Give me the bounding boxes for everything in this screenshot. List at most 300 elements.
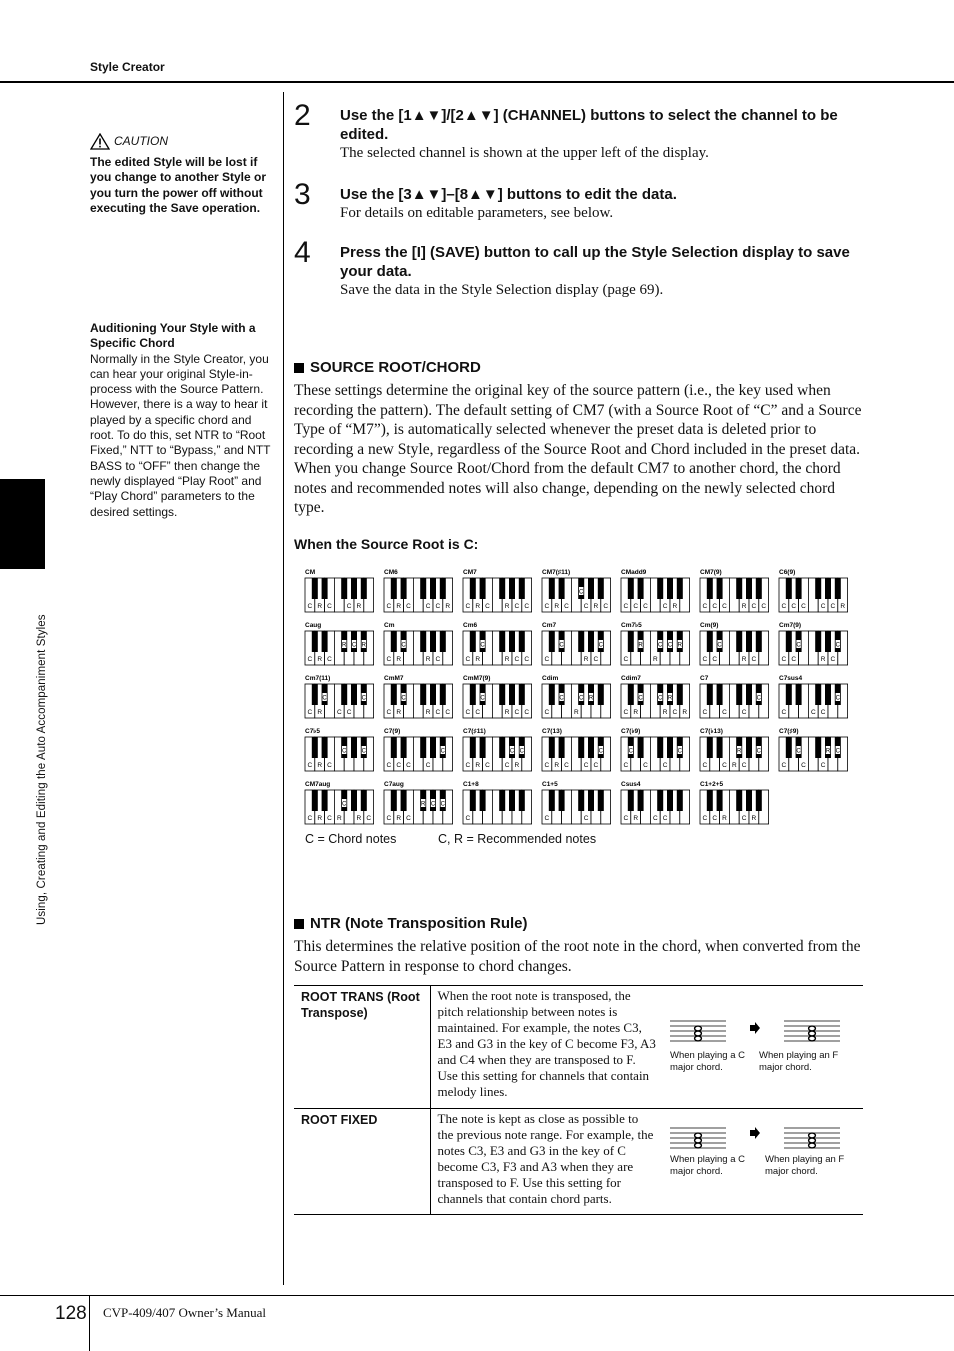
white-key-note: R (475, 656, 481, 663)
black-key (667, 578, 673, 599)
black-key-note: C (430, 801, 436, 808)
white-key-note: C (524, 656, 530, 663)
black-key (598, 790, 604, 811)
white-key-note: C (702, 603, 708, 610)
white-key-note: C (366, 815, 372, 822)
black-key (559, 790, 565, 811)
white-key-note: R (652, 656, 658, 663)
chord-diagram (621, 675, 690, 718)
chord-name: C7aug (384, 781, 404, 788)
ntr-heading-text: NTR (Note Transposition Rule) (310, 915, 528, 932)
black-key (391, 631, 397, 652)
white-key-note: C (633, 603, 639, 610)
white-key-note: R (554, 603, 560, 610)
black-key (480, 790, 486, 811)
black-key-note: C (361, 748, 366, 755)
black-key (756, 578, 762, 599)
caution-box (90, 133, 272, 216)
black-key (825, 631, 831, 652)
black-key (786, 737, 792, 758)
black-key (322, 737, 328, 758)
white-key-note: C (524, 709, 530, 716)
black-key-note: R (421, 801, 426, 808)
white-key-note: C (781, 656, 787, 663)
white-key-note: R (425, 656, 431, 663)
black-key (499, 737, 505, 758)
black-key (628, 578, 634, 599)
black-key-note: C (342, 748, 347, 755)
black-key-note: R (677, 642, 682, 649)
step-body: Save the data in the Style Selection display (page 69). (340, 282, 664, 298)
white-key-note: C (396, 762, 402, 769)
white-key-note: R (672, 603, 678, 610)
black-key (361, 578, 367, 599)
tip-text: Normally in the Style Creator, you can hear your original Style-in-process with the Source Pattern. However, there is a way to hear it played by a specific chord and root. To do this, set NTR to “Root Fixed,” NTT to “Bypass,” and NTT BASS to “OFF” then change the newly displayed “Play Root” and “Play Chord” parameters to the desired settings. (90, 351, 271, 519)
section-tab (0, 479, 45, 569)
white-key-note: R (722, 815, 727, 822)
white-key-note: C (327, 656, 332, 663)
white-key-note: R (356, 603, 362, 610)
black-key-note: C (342, 801, 347, 808)
black-key (756, 790, 762, 811)
chord-diagram (542, 622, 611, 665)
black-key (628, 790, 634, 811)
black-key (677, 578, 683, 599)
white-key-note: C (465, 709, 471, 716)
black-key (391, 790, 397, 811)
caption-f-major: When playing an F major chord. (759, 1050, 839, 1073)
ntr-row-name: ROOT TRANS (Root Transpose) (294, 986, 430, 1109)
white-key-note: R (504, 709, 510, 716)
black-key (549, 790, 555, 811)
step-number: 2 (294, 99, 311, 132)
white-key-note: C (722, 762, 727, 769)
black-key (440, 684, 446, 705)
black-key (707, 684, 713, 705)
black-key (549, 631, 555, 652)
black-key (815, 684, 821, 705)
white-key-note: C (435, 603, 441, 610)
chord-name: C1+8 (463, 781, 479, 788)
chord-name: CM7 (463, 569, 477, 576)
black-key-note: R (737, 748, 742, 755)
black-key (588, 737, 594, 758)
chord-diagram (384, 728, 453, 771)
white-key-note: C (623, 603, 629, 610)
white-key-note: C (781, 709, 787, 716)
chord-diagram (542, 675, 611, 718)
white-key-note: R (514, 762, 520, 769)
black-key-note: C (756, 748, 761, 755)
white-key-note: R (741, 656, 747, 663)
black-key (815, 631, 821, 652)
black-key (549, 684, 555, 705)
white-key-note: C (336, 709, 342, 716)
white-key-note: C (564, 762, 569, 769)
chord-diagram (700, 675, 769, 718)
chord-diagram (305, 569, 374, 612)
black-key-note: C (440, 748, 445, 755)
black-key-note: C (519, 748, 524, 755)
black-key (657, 578, 663, 599)
chord-name: CM6 (384, 569, 398, 576)
white-key-note: C (564, 603, 569, 610)
black-key (312, 578, 318, 599)
chord-diagram (621, 621, 690, 665)
chord-diagram (700, 569, 769, 612)
black-key (430, 684, 436, 705)
black-key (470, 578, 476, 599)
black-key (549, 737, 555, 758)
black-key (470, 737, 476, 758)
tip-box (90, 321, 272, 520)
white-key-note: C (307, 656, 313, 663)
white-key-note: C (327, 603, 332, 610)
black-key-note: C (440, 801, 445, 808)
source-root-subheading: When the Source Root is C: (294, 536, 479, 552)
legend-recommended-notes: C, R = Recommended notes (438, 832, 597, 846)
black-key-note: C (658, 695, 663, 702)
black-key (677, 790, 683, 811)
white-key-note: C (465, 762, 471, 769)
white-key-note: C (583, 815, 589, 822)
white-key-note: C (741, 762, 747, 769)
chord-name: Cm7(9) (779, 622, 802, 629)
step-number: 4 (294, 236, 311, 269)
black-key (499, 790, 505, 811)
black-key-note: C (658, 642, 663, 649)
chord-name: C7♭5 (305, 728, 320, 735)
black-key-note: C (835, 642, 840, 649)
section-tab-label: Using, Creating and Editing the Auto Accompaniment Styles (36, 614, 48, 925)
chord-name: C7sus4 (779, 675, 803, 682)
white-key-note: C (722, 709, 727, 716)
white-key-note: R (317, 656, 323, 663)
black-key-note: C (361, 695, 366, 702)
white-key-note: C (485, 603, 490, 610)
white-key-note: C (672, 709, 678, 716)
black-key (796, 578, 802, 599)
source-root-text: These settings determine the original key of the source pattern (i.e., the key used when recording the pattern). The default setting of CM7 (with a Source Root of “C” and a Source Type of “M7”), is automatically selected whenever the preset data is deleted prior to recording a new Style, regardless of the Source Root and Chord included in the preset data. When you change Source Root/Chord from the default CM7 to another chord, the chord notes and recommended notes will also change, depending on the newly selected chord type. (294, 382, 862, 516)
footer-rule (0, 1295, 954, 1296)
chord-name: C6(9) (779, 569, 796, 576)
black-key-note: R (342, 642, 347, 649)
black-key (322, 631, 328, 652)
black-key (509, 631, 515, 652)
white-key-note: R (425, 709, 431, 716)
chord-name: Cm7 (542, 622, 557, 629)
chord-diagram (463, 728, 532, 771)
white-key-note: C (307, 762, 313, 769)
chord-diagram (463, 569, 532, 612)
chord-name: CmM7 (384, 675, 404, 682)
white-key-note: C (623, 762, 629, 769)
white-key-note: C (801, 762, 806, 769)
black-key-note: C (638, 695, 643, 702)
white-key-note: R (317, 709, 323, 716)
black-key (786, 578, 792, 599)
black-key (312, 790, 318, 811)
white-key-note: C (741, 709, 747, 716)
caption-c-major: When playing a C major chord. (670, 1050, 745, 1073)
black-key-note: C (717, 642, 722, 649)
white-key-note: C (406, 603, 411, 610)
black-key-note: R (825, 748, 831, 755)
black-key (420, 684, 426, 705)
white-key-note: R (662, 709, 668, 716)
black-key-note: C (401, 695, 406, 702)
chord-diagram (779, 569, 848, 612)
chord-name: CM (305, 569, 316, 576)
chord-name: Csus4 (621, 781, 641, 788)
black-key (598, 578, 604, 599)
white-key-note: C (386, 762, 392, 769)
white-key-note: C (702, 656, 708, 663)
right-arrow-icon (749, 1127, 761, 1139)
white-key-note: C (346, 709, 352, 716)
caution-label: CAUTION (114, 133, 168, 148)
footer-divider (89, 1295, 90, 1351)
white-key-note: C (406, 815, 411, 822)
chord-diagram (305, 675, 374, 718)
footer-manual-title: CVP-409/407 Owner’s Manual (103, 1305, 266, 1320)
step-4 (294, 236, 864, 300)
white-key-note: C (643, 603, 648, 610)
chord-diagram (542, 569, 611, 612)
chord-diagram (621, 781, 690, 824)
black-key (638, 737, 644, 758)
chord-name: Cdim (542, 675, 559, 682)
black-key (578, 790, 584, 811)
white-key-note: R (336, 815, 342, 822)
caution-heading (90, 133, 272, 150)
white-key-note: R (317, 762, 323, 769)
white-key-note: C (524, 603, 530, 610)
staff-f-major-icon (784, 1121, 840, 1155)
chord-name: Caug (305, 622, 322, 629)
step-body: For details on editable parameters, see below. (340, 205, 614, 221)
black-key (480, 578, 486, 599)
white-key-note: R (396, 709, 402, 716)
step-2 (294, 99, 864, 163)
white-key-note: R (573, 709, 579, 716)
white-key-note: C (712, 815, 718, 822)
ntr-row-name: ROOT FIXED (294, 1109, 430, 1215)
black-key (736, 631, 742, 652)
white-key-note: C (810, 709, 816, 716)
chord-diagram (384, 675, 453, 718)
black-key (519, 790, 525, 811)
white-key-note: C (603, 603, 609, 610)
black-key (341, 578, 347, 599)
white-key-note: R (504, 603, 510, 610)
black-key (588, 790, 594, 811)
header-rule (0, 81, 954, 83)
white-key-note: R (356, 815, 362, 822)
white-key-note: C (386, 709, 392, 716)
white-key-note: C (307, 603, 313, 610)
white-key-note: C (406, 762, 411, 769)
black-key-note: C (677, 748, 682, 755)
chord-diagram (384, 781, 453, 824)
black-key (509, 578, 515, 599)
chord-diagram (700, 622, 769, 665)
chord-diagram (700, 781, 769, 824)
chord-diagram (463, 781, 532, 824)
white-key-note: C (820, 762, 826, 769)
chord-diagram (542, 728, 611, 771)
chord-name: CmM7(9) (463, 675, 491, 682)
chord-name: C7(♭9) (621, 728, 641, 735)
chord-name: CM7(♯11) (542, 569, 571, 576)
black-key-note: C (579, 695, 584, 702)
chord-diagram (384, 569, 453, 612)
black-key-note: C (322, 695, 327, 702)
black-key-note: C (401, 642, 406, 649)
chord-diagram (384, 622, 453, 665)
chord-name: Cm(9) (700, 622, 719, 629)
white-key-note: C (662, 603, 668, 610)
white-key-note: C (327, 762, 332, 769)
chord-name: C1+5 (542, 781, 558, 788)
black-key (746, 631, 752, 652)
black-key (312, 737, 318, 758)
black-key (578, 631, 584, 652)
black-key (401, 737, 407, 758)
black-key (440, 631, 446, 652)
black-key-note: C (598, 642, 603, 649)
black-key (509, 790, 515, 811)
black-key (519, 578, 525, 599)
black-key (677, 684, 683, 705)
legend-chord-notes: C = Chord notes (305, 832, 397, 846)
white-key-note: C (307, 709, 313, 716)
white-key-note: C (712, 656, 718, 663)
black-key (519, 631, 525, 652)
chord-name: C7(13) (542, 728, 562, 735)
black-key (391, 684, 397, 705)
white-key-note: C (544, 762, 550, 769)
chord-name: CM7(9) (700, 569, 722, 576)
black-key (638, 790, 644, 811)
black-key (420, 737, 426, 758)
black-key (391, 578, 397, 599)
black-key-note: C (756, 695, 761, 702)
white-key-note: R (741, 603, 747, 610)
black-key (825, 578, 831, 599)
ntr-row-description: The note is kept as close as possible to the previous note range. For example, the notes C3, E3 and G3 in the key of C become C3, F3 and A3 when they are transposed to F. Use this setting for channels that contain chord parts. (430, 1109, 662, 1215)
ntr-table (294, 985, 863, 1215)
black-key (430, 631, 436, 652)
white-key-note: R (396, 815, 402, 822)
white-key-note: R (396, 656, 402, 663)
black-key (351, 578, 357, 599)
white-key-note: C (514, 603, 520, 610)
white-key-note: R (504, 656, 510, 663)
chord-name: Cm7(11) (305, 675, 331, 682)
ntr-heading (294, 915, 528, 932)
black-key (322, 790, 328, 811)
black-key (638, 578, 644, 599)
black-key-note: C (598, 748, 603, 755)
white-key-note: R (317, 815, 323, 822)
black-key-note: C (509, 748, 515, 755)
white-key-note: C (544, 656, 550, 663)
white-key-note: C (791, 656, 797, 663)
white-key-note: C (781, 603, 787, 610)
white-key-note: C (820, 603, 826, 610)
ntr-row-description: When the root note is transposed, the pitch relationship between notes is maintained. For example, the notes C3, E3 and G3 in the key of C become F3, A3 and C4 when they are transposed to F. Use this setting for channels that contain melody lines. (430, 986, 662, 1109)
black-key (480, 737, 486, 758)
white-key-note: C (801, 603, 806, 610)
white-key-note: C (830, 603, 836, 610)
black-key (786, 631, 792, 652)
white-key-note: C (425, 762, 431, 769)
black-key (707, 578, 713, 599)
white-key-note: C (820, 709, 826, 716)
column-divider (283, 92, 284, 1285)
black-key-note: C (579, 589, 584, 596)
white-key-note: C (544, 709, 550, 716)
white-key-note: R (731, 762, 737, 769)
black-key-note: C (559, 642, 564, 649)
white-key-note: C (643, 762, 648, 769)
black-key (401, 790, 407, 811)
black-key (519, 684, 525, 705)
black-key-note: C (559, 695, 564, 702)
step-heading: Use the [1▲▼]/[2▲▼] (CHANNEL) buttons to select the channel to be edited. (340, 107, 838, 143)
ntr-row-root-trans (294, 986, 863, 1109)
black-key-note: R (361, 642, 366, 649)
black-key (786, 684, 792, 705)
black-key-note: R (588, 695, 594, 702)
chord-diagram (305, 727, 374, 771)
black-key (499, 631, 505, 652)
black-key (499, 684, 505, 705)
black-key (657, 790, 663, 811)
black-key-note: R (638, 642, 643, 649)
white-key-note: C (386, 815, 392, 822)
black-key (470, 631, 476, 652)
step-body: The selected channel is shown at the upper left of the display. (340, 145, 709, 161)
white-key-note: C (346, 603, 352, 610)
chord-diagram (305, 781, 374, 824)
white-key-note: C (327, 815, 332, 822)
white-key-note: C (702, 762, 708, 769)
white-key-note: C (583, 762, 589, 769)
white-key-note: R (475, 603, 481, 610)
white-key-note: C (662, 762, 668, 769)
chord-name: C7(♯11) (463, 728, 486, 735)
right-arrow-icon (749, 1022, 761, 1034)
chord-diagram (621, 727, 690, 771)
black-key (312, 684, 318, 705)
black-key (796, 684, 802, 705)
chord-diagram (463, 622, 532, 665)
black-key (588, 631, 594, 652)
chord-name: C7(♯9) (779, 728, 799, 735)
black-key (598, 684, 604, 705)
chord-name: C7(9) (384, 728, 401, 735)
black-key (499, 578, 505, 599)
black-key (351, 790, 357, 811)
black-key (361, 790, 367, 811)
black-key (559, 737, 565, 758)
caution-text: The edited Style will be lost if you change to another Style or you turn the power off without executing the Save operation. (90, 155, 267, 215)
white-key-note: C (702, 709, 708, 716)
white-key-note: R (682, 709, 688, 716)
black-key (420, 578, 426, 599)
